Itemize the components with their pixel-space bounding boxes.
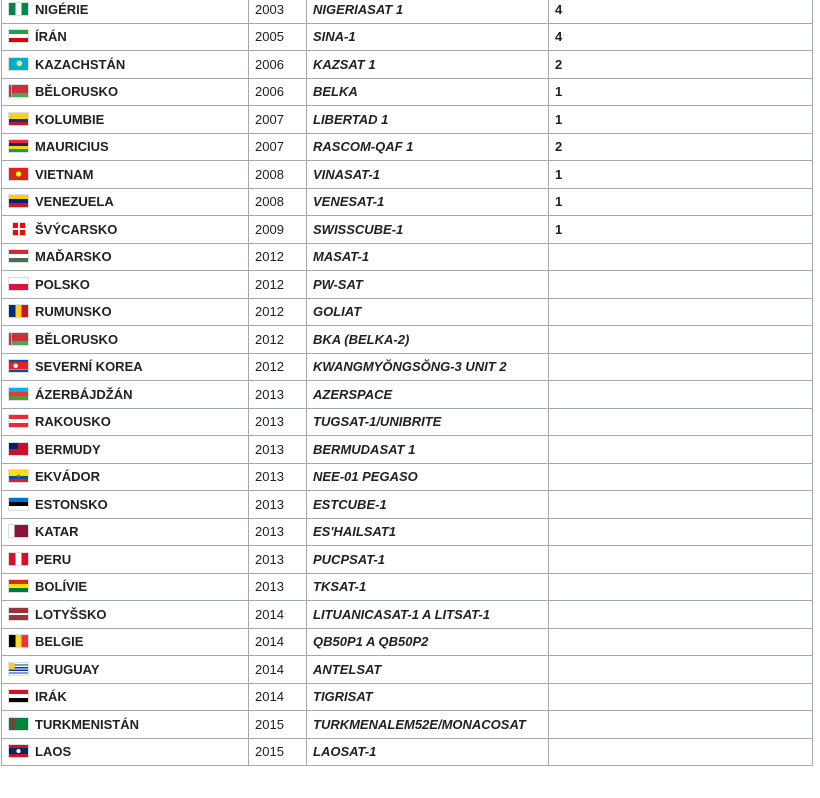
year-cell: 2014 — [249, 656, 307, 684]
country-cell — [2, 656, 249, 684]
table-row — [2, 436, 813, 464]
table-row — [2, 326, 813, 354]
azerbaijan-flag-icon — [8, 387, 29, 401]
peru-flag-icon — [8, 552, 29, 566]
latvia-flag-icon — [8, 607, 29, 621]
country-cell — [2, 463, 249, 491]
table-row — [2, 656, 813, 684]
country-name[interactable]: URUGUAY — [35, 661, 100, 677]
satellite-name-cell: LITUANICASAT-1 A LITSAT-1 — [307, 601, 549, 629]
turkmenistan-flag-icon — [8, 717, 29, 731]
count-cell: 1 — [549, 78, 813, 106]
satellite-name-cell: LIBERTAD 1 — [307, 106, 549, 134]
country-name[interactable]: MAURICIUS — [35, 139, 109, 155]
year-cell: 2015 — [249, 711, 307, 739]
satellite-name-cell: ESTCUBE-1 — [307, 491, 549, 519]
count-cell — [549, 628, 813, 656]
satellite-name-cell: NEE-01 PEGASO — [307, 463, 549, 491]
venezuela-flag-icon — [8, 194, 29, 208]
ecuador-flag-icon — [8, 469, 29, 483]
country-cell — [2, 381, 249, 409]
year-cell: 2012 — [249, 326, 307, 354]
nigeria-flag-icon — [8, 2, 29, 16]
year-cell: 2008 — [249, 188, 307, 216]
table-row — [2, 738, 813, 766]
country-cell — [2, 601, 249, 629]
country-cell — [2, 546, 249, 574]
year-cell: 2013 — [249, 573, 307, 601]
country-cell — [2, 78, 249, 106]
table-row — [2, 271, 813, 299]
count-cell — [549, 326, 813, 354]
satellite-name-cell: PUCPSAT-1 — [307, 546, 549, 574]
austria-flag-icon — [8, 414, 29, 428]
count-cell: 2 — [549, 51, 813, 79]
table-row — [2, 546, 813, 574]
count-cell — [549, 271, 813, 299]
satellite-name-cell: QB50P1 A QB50P2 — [307, 628, 549, 656]
romania-flag-icon — [8, 304, 29, 318]
country-name[interactable]: KATAR — [35, 524, 79, 540]
country-cell — [2, 271, 249, 299]
uruguay-flag-icon — [8, 662, 29, 676]
year-cell: 2013 — [249, 381, 307, 409]
table-row — [2, 353, 813, 381]
count-cell — [549, 711, 813, 739]
year-cell: 2006 — [249, 51, 307, 79]
count-cell — [549, 436, 813, 464]
year-cell: 2006 — [249, 78, 307, 106]
country-cell — [2, 216, 249, 244]
count-cell — [549, 408, 813, 436]
table-row — [2, 408, 813, 436]
country-cell — [2, 133, 249, 161]
count-cell: 1 — [549, 216, 813, 244]
satellite-name-cell: VENESAT-1 — [307, 188, 549, 216]
count-cell: 4 — [549, 0, 813, 23]
table-body — [2, 0, 813, 766]
country-cell — [2, 491, 249, 519]
country-cell — [2, 628, 249, 656]
count-cell — [549, 243, 813, 271]
iraq-flag-icon — [8, 689, 29, 703]
country-cell — [2, 188, 249, 216]
country-cell — [2, 711, 249, 739]
satellite-name-cell: ES'HAILSAT1 — [307, 518, 549, 546]
year-cell: 2003 — [249, 0, 307, 23]
satellite-name-cell: BELKA — [307, 78, 549, 106]
hungary-flag-icon — [8, 249, 29, 263]
iran-flag-icon — [8, 29, 29, 43]
satellite-table — [1, 0, 813, 766]
table-row — [2, 133, 813, 161]
satellite-name-cell: BERMUDASAT 1 — [307, 436, 549, 464]
country-name[interactable]: KOLUMBIE — [35, 111, 105, 127]
table-row — [2, 683, 813, 711]
satellite-name-cell: RASCOM-QAF 1 — [307, 133, 549, 161]
count-cell: 4 — [549, 23, 813, 51]
belgium-flag-icon — [8, 634, 29, 648]
country-cell — [2, 326, 249, 354]
country-cell — [2, 0, 249, 23]
count-cell — [549, 518, 813, 546]
table-row — [2, 78, 813, 106]
count-cell — [549, 683, 813, 711]
year-cell: 2005 — [249, 23, 307, 51]
year-cell: 2013 — [249, 436, 307, 464]
country-name[interactable]: TURKMENISTÁN — [35, 716, 139, 732]
count-cell — [549, 601, 813, 629]
count-cell: 2 — [549, 133, 813, 161]
satellite-name-cell: PW-SAT — [307, 271, 549, 299]
country-cell — [2, 23, 249, 51]
table-row — [2, 188, 813, 216]
count-cell: 1 — [549, 188, 813, 216]
satellite-name-cell: SINA-1 — [307, 23, 549, 51]
country-name[interactable]: NIGÉRIE — [35, 1, 89, 17]
year-cell: 2012 — [249, 298, 307, 326]
bermuda-flag-icon — [8, 442, 29, 456]
mauritius-flag-icon — [8, 139, 29, 153]
count-cell: 1 — [549, 106, 813, 134]
belarus-flag-icon — [8, 84, 29, 98]
country-name[interactable]: ŠVÝCARSKO — [35, 221, 118, 237]
table-row — [2, 381, 813, 409]
count-cell — [549, 298, 813, 326]
satellite-name-cell: GOLIAT — [307, 298, 549, 326]
count-cell — [549, 463, 813, 491]
country-cell — [2, 436, 249, 464]
table-row — [2, 573, 813, 601]
country-cell — [2, 353, 249, 381]
year-cell: 2012 — [249, 271, 307, 299]
year-cell: 2015 — [249, 738, 307, 766]
switzerland-flag-icon — [12, 222, 26, 236]
year-cell: 2013 — [249, 463, 307, 491]
qatar-flag-icon — [8, 524, 29, 538]
year-cell: 2014 — [249, 628, 307, 656]
year-cell: 2008 — [249, 161, 307, 189]
country-cell — [2, 51, 249, 79]
country-name[interactable]: SEVERNÍ KOREA — [35, 359, 143, 375]
satellite-name-cell: TUGSAT-1/UNIBRITE — [307, 408, 549, 436]
satellite-name-cell: BKA (BELKA-2) — [307, 326, 549, 354]
count-cell — [549, 546, 813, 574]
year-cell: 2013 — [249, 546, 307, 574]
count-cell — [549, 573, 813, 601]
year-cell: 2012 — [249, 353, 307, 381]
satellite-name-cell: MASAT-1 — [307, 243, 549, 271]
country-name[interactable]: VENEZUELA — [35, 194, 114, 210]
country-name[interactable]: PERU — [35, 551, 72, 567]
country-name[interactable]: KAZACHSTÁN — [35, 56, 126, 72]
table-row — [2, 298, 813, 326]
table-row — [2, 243, 813, 271]
year-cell: 2014 — [249, 601, 307, 629]
bolivia-flag-icon — [8, 579, 29, 593]
country-cell — [2, 408, 249, 436]
year-cell: 2013 — [249, 518, 307, 546]
table-row — [2, 601, 813, 629]
satellite-name-cell: AZERSPACE — [307, 381, 549, 409]
country-name[interactable]: BELGIE — [35, 634, 84, 650]
country-name[interactable]: RUMUNSKO — [35, 304, 112, 320]
country-name[interactable]: ÍRÁN — [35, 29, 67, 45]
count-cell — [549, 491, 813, 519]
satellite-name-cell: ANTELSAT — [307, 656, 549, 684]
table-row — [2, 711, 813, 739]
count-cell — [549, 381, 813, 409]
country-name[interactable]: POLSKO — [35, 276, 90, 292]
country-name[interactable]: MAĎARSKO — [35, 249, 112, 265]
country-name[interactable]: BĚLORUSKO — [35, 84, 119, 100]
satellite-name-cell: NIGERIASAT 1 — [307, 0, 549, 23]
country-cell — [2, 106, 249, 134]
count-cell — [549, 353, 813, 381]
year-cell: 2007 — [249, 133, 307, 161]
country-cell — [2, 573, 249, 601]
satellite-name-cell: TIGRISAT — [307, 683, 549, 711]
country-cell — [2, 298, 249, 326]
country-name[interactable]: VIETNAM — [35, 166, 94, 182]
belarus-flag-icon — [8, 332, 29, 346]
laos-flag-icon — [8, 744, 29, 758]
satellite-name-cell: KAZSAT 1 — [307, 51, 549, 79]
year-cell: 2009 — [249, 216, 307, 244]
table-row — [2, 161, 813, 189]
year-cell: 2013 — [249, 408, 307, 436]
table-row — [2, 0, 813, 23]
year-cell: 2012 — [249, 243, 307, 271]
north-korea-flag-icon — [8, 359, 29, 373]
country-name[interactable]: ÁZERBÁJDŽÁN — [35, 386, 133, 402]
count-cell — [549, 656, 813, 684]
year-cell: 2014 — [249, 683, 307, 711]
table-row — [2, 51, 813, 79]
country-name[interactable]: BOLÍVIE — [35, 579, 88, 595]
satellite-name-cell: SWISSCUBE-1 — [307, 216, 549, 244]
table-row — [2, 491, 813, 519]
kazakhstan-flag-icon — [8, 57, 29, 71]
country-name[interactable]: IRÁK — [35, 689, 67, 705]
count-cell: 1 — [549, 161, 813, 189]
table-row — [2, 628, 813, 656]
country-name[interactable]: BERMUDY — [35, 441, 101, 457]
estonia-flag-icon — [8, 497, 29, 511]
country-name[interactable]: LOTYŠSKO — [35, 606, 107, 622]
count-cell — [549, 738, 813, 766]
satellite-name-cell: TURKMENALEM52E/MONACOSAT — [307, 711, 549, 739]
satellite-name-cell: TKSAT-1 — [307, 573, 549, 601]
country-cell — [2, 683, 249, 711]
country-cell — [2, 243, 249, 271]
satellite-name-cell: LAOSAT-1 — [307, 738, 549, 766]
country-name[interactable]: BĚLORUSKO — [35, 331, 119, 347]
table-row — [2, 23, 813, 51]
satellite-name-cell: KWANGMYŎNGSŎNG-3 UNIT 2 — [307, 353, 549, 381]
country-name[interactable]: ESTONSKO — [35, 496, 108, 512]
country-cell — [2, 161, 249, 189]
satellite-name-cell: VINASAT-1 — [307, 161, 549, 189]
colombia-flag-icon — [8, 112, 29, 126]
table-row — [2, 463, 813, 491]
vietnam-flag-icon — [8, 167, 29, 181]
year-cell: 2007 — [249, 106, 307, 134]
poland-flag-icon — [8, 277, 29, 291]
table-row — [2, 216, 813, 244]
country-name[interactable]: EKVÁDOR — [35, 469, 101, 485]
table-row — [2, 106, 813, 134]
year-cell: 2013 — [249, 491, 307, 519]
country-name[interactable]: RAKOUSKO — [35, 414, 111, 430]
country-cell — [2, 518, 249, 546]
table-row — [2, 518, 813, 546]
country-cell — [2, 738, 249, 766]
country-name[interactable]: LAOS — [35, 744, 72, 760]
